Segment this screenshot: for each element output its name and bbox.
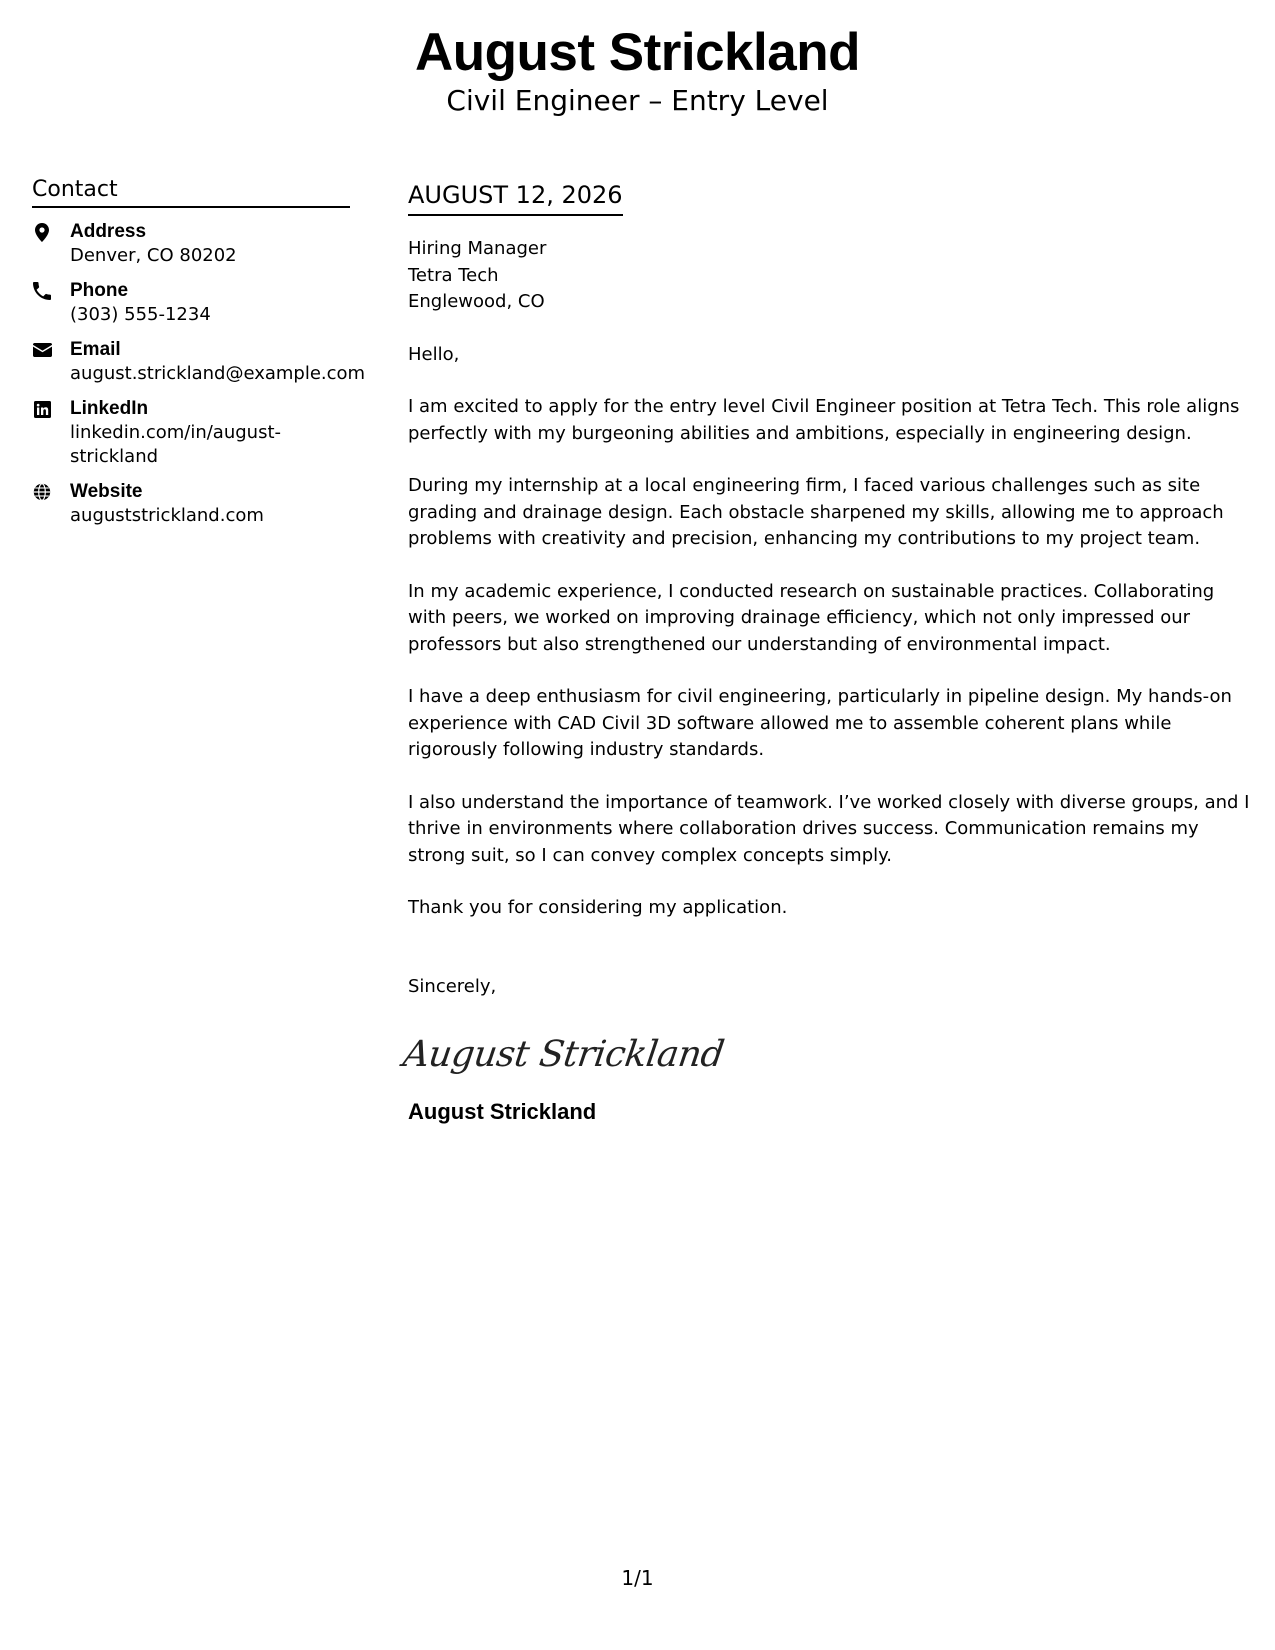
contact-item-phone — [32, 279, 350, 327]
contact-item-website — [32, 480, 350, 528]
phone-label: Phone — [70, 280, 129, 301]
contact-list — [32, 220, 366, 528]
job-title: Civil Engineer – Entry Level — [446, 84, 829, 117]
email-label: Email — [70, 339, 121, 360]
website-value[interactable]: auguststrickland.com — [70, 505, 264, 526]
contact-sidebar — [32, 176, 366, 539]
linkedin-value[interactable] — [70, 421, 350, 469]
globe-icon — [32, 481, 52, 503]
page-number: 1/1 — [621, 1566, 654, 1590]
recipient-line: Englewood, CO — [408, 291, 545, 312]
signer-name: August Strickland — [408, 1099, 597, 1124]
address-value: Denver, CO 80202 — [70, 245, 237, 266]
phone-value[interactable]: (303) 555-1234 — [70, 304, 211, 325]
header — [0, 22, 1275, 118]
linkedin-icon — [32, 398, 52, 420]
letter-paragraph: Thank you for considering my application. — [408, 897, 788, 918]
website-label: Website — [70, 481, 143, 502]
contact-heading: Contact — [32, 176, 350, 208]
recipient-block — [408, 236, 1253, 316]
applicant-name: August Strickland — [414, 23, 860, 82]
letter-paragraph: I am excited to apply for the entry level Civil Engineer position at Tetra Tech. This role aligns perfectly with my burgeoning abilities and ambitions, especially in engineering design. — [408, 396, 1240, 444]
email-value[interactable]: august.strickland@example.com — [70, 363, 366, 384]
recipient-line: Hiring Manager — [408, 238, 547, 259]
contact-item-linkedin — [32, 397, 350, 469]
letter-date: AUGUST 12, 2026 — [408, 178, 623, 216]
letter-paragraph: During my internship at a local engineering firm, I faced various challenges such as site grading and drainage design. Each obstacle sharpened my skills, allowing me to approach problems with creativity and precision, enhancing my contributions to my project team. — [408, 475, 1224, 549]
contact-item-email — [32, 338, 366, 386]
letter-paragraph: In my academic experience, I conducted research on sustainable practices. Collaborating with peers, we worked on improving drainage efficiency, which not only impressed our professors but also strengthened our understanding of environmental impact. — [408, 580, 1215, 655]
linkedin-value-text[interactable]: linkedin.com/in/august-strickland — [70, 422, 282, 467]
closing: Sincerely, — [408, 975, 497, 997]
recipient-line: Tetra Tech — [408, 264, 499, 286]
phone-icon — [32, 280, 52, 302]
letter-paragraph: I also understand the importance of teamwork. I’ve worked closely with diverse groups, and I thrive in environments where collaboration drives success. Communication remains my strong suit, so I can convey complex concepts simply. — [408, 791, 1250, 866]
linkedin-label: LinkedIn — [70, 398, 149, 419]
address-label: Address — [70, 221, 147, 242]
letter-body — [400, 178, 1253, 1126]
map-pin-icon — [32, 221, 52, 243]
signature-text: August Strickland — [400, 1032, 727, 1075]
letter-paragraph: I have a deep enthusiasm for civil engineering, particularly in pipeline design. My hands-on experience with CAD Civil 3D software allowed me to assemble coherent plans while rigorously following industry standards. — [408, 686, 1232, 760]
envelope-icon — [32, 339, 52, 361]
handwritten-signature — [400, 1022, 727, 1084]
contact-item-address — [32, 220, 350, 268]
greeting: Hello, — [408, 343, 460, 365]
